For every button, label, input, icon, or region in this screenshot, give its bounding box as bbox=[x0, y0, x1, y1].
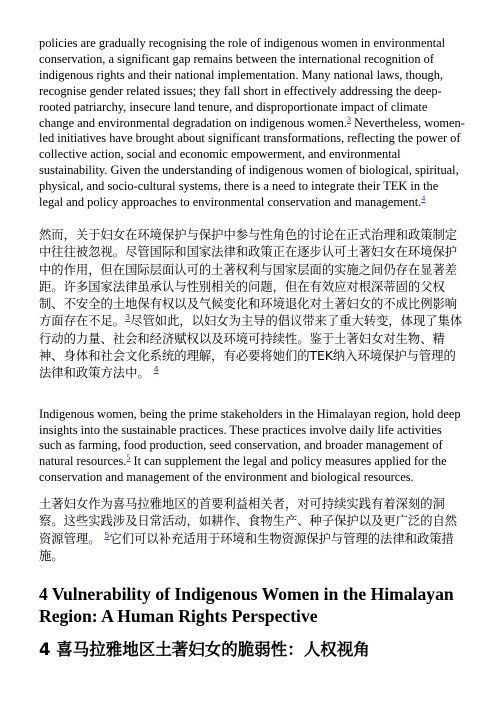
paragraph-chinese-1 bbox=[39, 227, 465, 383]
paragraph-text: 然而，关于妇女在环境保护与保护中参与性角色的讨论在正式治理和政策制定中往往被忽视。尽管国际和国家法律和政策正在逐步认可土著妇女在环境保护中的作用，但在国际层面认可的土著权利与国家层面的实施之间仍存在显著差距。许多国家法律虽承认与性别相关的问题，但在有效应对根深蒂固的父权制、不安全的土地保有权以及气候变化和环境退化对土著妇女的不成比例影响方面存在不足。 bbox=[39, 227, 458, 329]
paragraph-text: It can supplement the legal and policy measures applied for the conservation and management of the environment and biological resources. bbox=[39, 454, 447, 485]
paragraph-english-2 bbox=[39, 407, 465, 487]
paragraph-text: Nevertheless, women-led initiatives have brought about significant transformations, reflecting the power of collective action, social and economic empowerment, and environmental sustainability. Given the understanding of indigenous women of biological, spiritual, physical, and socio-cultural systems, there is a need to integrate their TEK in the legal and policy approaches to environmental conservation and management. bbox=[39, 115, 465, 210]
footnote-link[interactable]: 3 bbox=[346, 114, 351, 124]
footnote-link[interactable]: 5 bbox=[126, 453, 131, 463]
footnote-link[interactable]: 4 bbox=[421, 194, 426, 204]
paragraph-text: 它们可以补充适用于环境和生物资源保护与管理的法律和政策措施。 bbox=[39, 531, 454, 564]
section-heading-chinese: 4 喜马拉雅地区土著妇女的脆弱性：人权视角 bbox=[39, 640, 370, 660]
paragraph-text: 土著妇女作为喜马拉雅地区的首要利益相关者，对可持续实践有着深刻的洞察。这些实践涉及日常活动，如耕作、食物生产、种子保护以及更广泛的自然资源管理。 bbox=[39, 497, 458, 546]
footnote-ref-4[interactable] bbox=[154, 365, 159, 374]
footnote-ref-4[interactable] bbox=[421, 194, 425, 203]
paragraph-text: Indigenous women, being the prime stakeholders in the Himalayan region, hold deep insights into the sustainable practices. These practices involve daily life activities such as farming, food production, seed conservation, and broader management of natural resources. bbox=[39, 406, 461, 469]
footnote-link[interactable]: 5 bbox=[104, 530, 110, 540]
paragraph-text: policies are gradually recognising the role of indigenous women in environmental conservation, a significant gap remains between the international recognition of indigenous rights and their national implementation. Many national laws, though, recognise gender related issues; they fall short in effectively addressing the deep-rooted patriarchy, insecure land tenure, and disproportionate impact of climate change and environmental degradation on indigenous women. bbox=[39, 36, 446, 130]
document-page bbox=[39, 36, 465, 661]
footnote-link[interactable]: 3 bbox=[125, 313, 131, 323]
paragraph-text: 尽管如此，以妇女为主导的倡议带来了重大转变，体现了集体行动的力量、社会和经济赋权以及环境可持续性。鉴于土著妇女对生物、精神、身体和社会文化系统的理解，有必要将她们的TEK纳入环境保护与管理的法律和政策方法中。 bbox=[39, 314, 463, 381]
footnote-link[interactable]: 4 bbox=[153, 365, 159, 375]
section-heading-english: 4 Vulnerability of Indigenous Women in the Himalayan Region: A Human Rights Perspective bbox=[39, 584, 454, 627]
paragraph-english-1 bbox=[39, 36, 465, 211]
paragraph-chinese-2 bbox=[39, 496, 465, 565]
